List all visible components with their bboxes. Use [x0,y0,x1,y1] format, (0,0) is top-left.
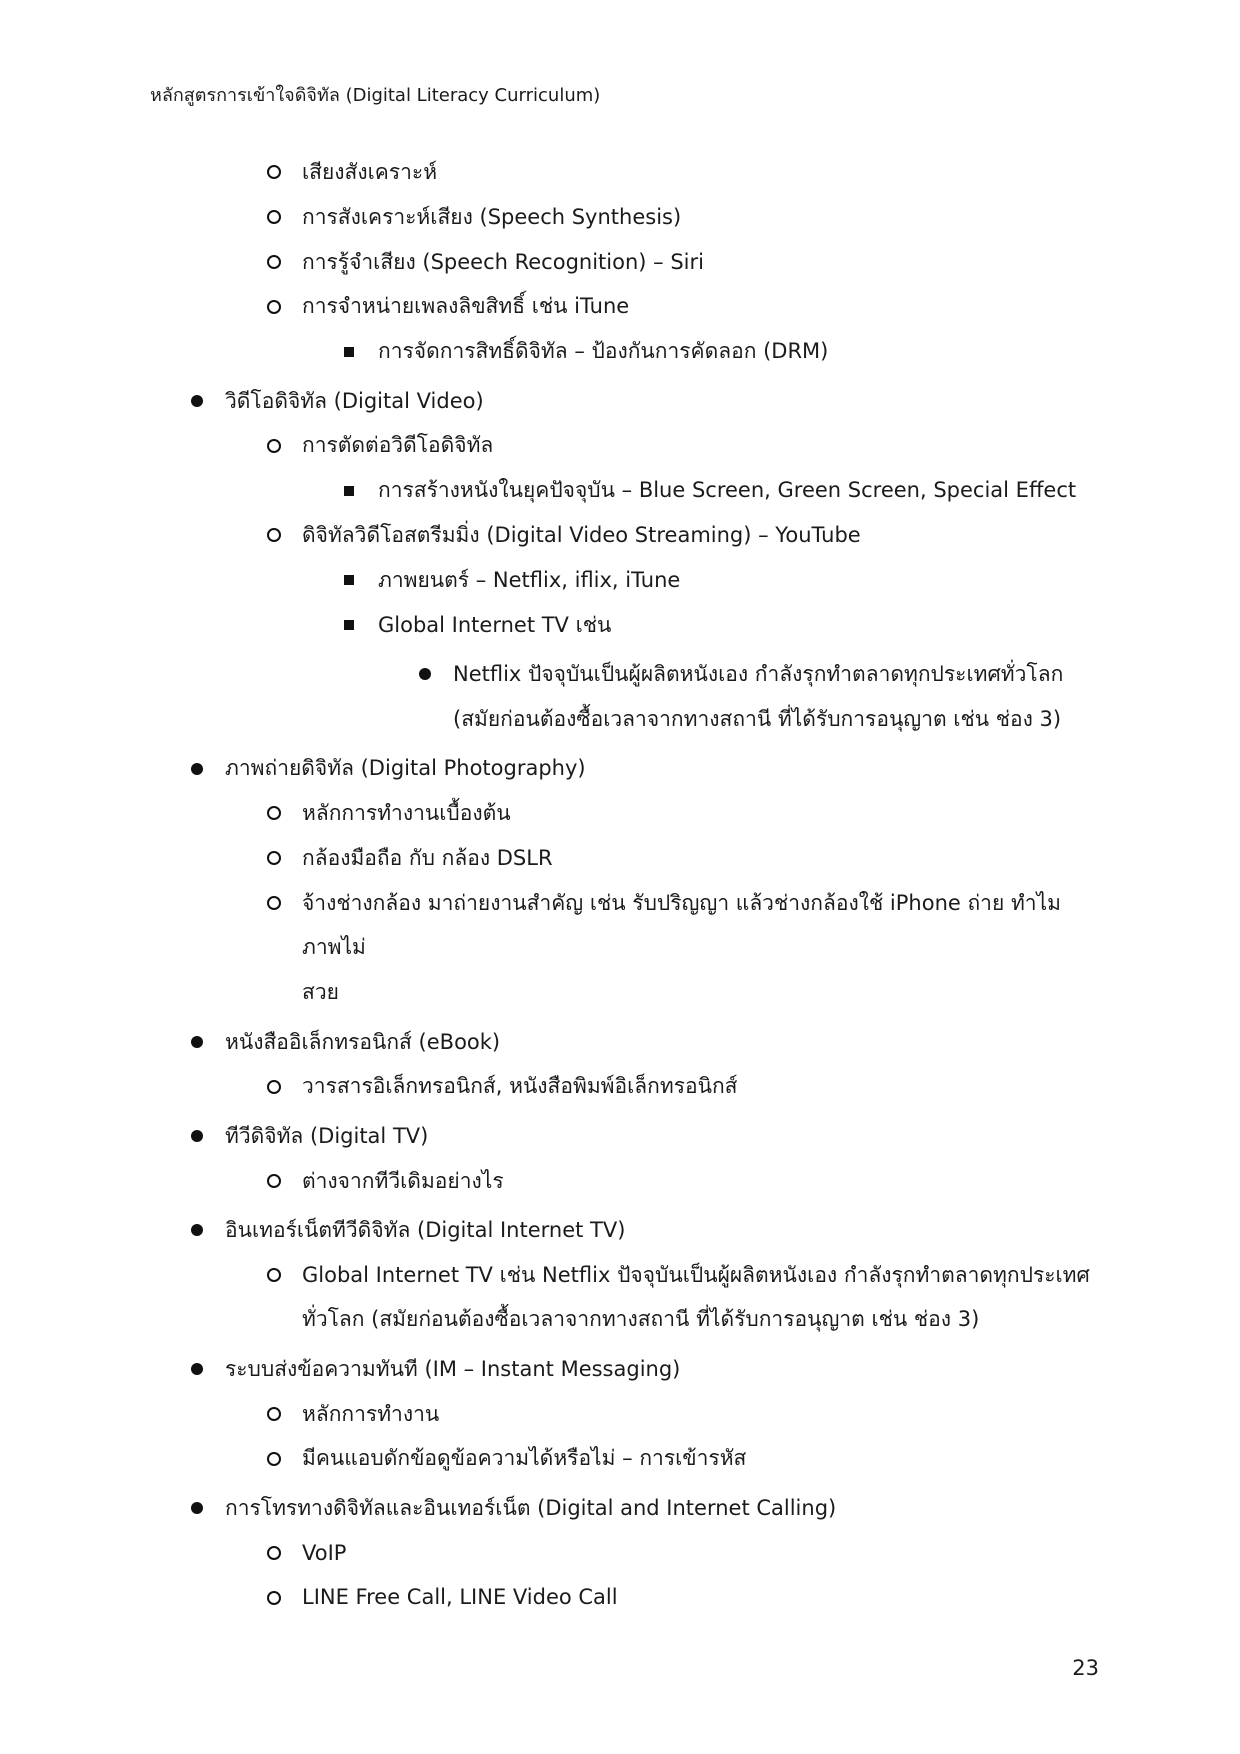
item-text: มีคนแอบดักข้อดูข้อความได้หรือไม่ – การเข้ารหัส [302,1446,747,1471]
item-text: หลักการทำงาน [302,1401,440,1426]
filled-circle-bullet-icon [419,668,431,680]
item-text: การตัดต่อวิดีโอดิจิทัล [302,433,494,458]
hollow-circle-bullet-icon [267,1591,281,1605]
item-text-continuation: สวย [302,980,339,1005]
square-bullet-icon [344,486,354,496]
list-item [0,329,1240,374]
section-title: ระบบส่งข้อความทันที (IM – Instant Messaging) [225,1356,681,1381]
square-bullet-icon [344,575,354,585]
filled-circle-bullet-icon [191,1224,203,1236]
item-text: วารสารอิเล็กทรอนิกส์, หนังสือพิมพ์อิเล็กทรอนิกส์ [302,1074,738,1099]
square-bullet-icon [344,620,354,630]
page-number: 23 [1072,1656,1099,1680]
list-item [0,603,1240,648]
list-item [0,791,1240,836]
list-item [0,836,1240,881]
hollow-circle-bullet-icon [267,255,281,269]
item-text: การสังเคราะห์เสียง (Speech Synthesis) [302,204,682,229]
section-item [0,746,1240,791]
section-item [0,1208,1240,1253]
hollow-circle-bullet-icon [267,439,281,453]
item-text: กล้องมือถือ กับ กล้อง DSLR [302,845,553,870]
content-list [0,150,1240,1620]
item-text: Global Internet TV เช่น [378,612,612,637]
item-text: หลักการทำงานเบื้องต้น [302,800,511,825]
section-item [0,1020,1240,1065]
hollow-circle-bullet-icon [267,1080,281,1094]
hollow-circle-bullet-icon [267,300,281,314]
section-title: ภาพถ่ายดิจิทัล (Digital Photography) [225,756,586,781]
item-text-continuation: ทั่วโลก (สมัยก่อนต้องซื้อเวลาจากทางสถานี ที่ได้รับการอนุญาต เช่น ช่อง 3) [302,1307,980,1332]
section-title: หนังสืออิเล็กทรอนิกส์ (eBook) [225,1029,501,1054]
item-text: VoIP [302,1540,347,1565]
list-item [0,652,1240,742]
list-item [0,881,1240,1015]
list-item [0,150,1240,195]
filled-circle-bullet-icon [191,763,203,775]
section-item [0,379,1240,424]
list-item [0,195,1240,240]
section-title: ทีวีดิจิทัล (Digital TV) [225,1123,429,1148]
filled-circle-bullet-icon [191,1036,203,1048]
section-item [0,1347,1240,1392]
list-item [0,1436,1240,1481]
hollow-circle-bullet-icon [267,1407,281,1421]
hollow-circle-bullet-icon [267,1268,281,1282]
item-text-continuation: (สมัยก่อนต้องซื้อเวลาจากทางสถานี ที่ได้รับการอนุญาต เช่น ช่อง 3) [453,706,1062,731]
hollow-circle-bullet-icon [267,1452,281,1466]
item-text: ภาพยนตร์ – Netflix, iflix, iTune [378,567,681,592]
section-item [0,1114,1240,1159]
hollow-circle-bullet-icon [267,528,281,542]
item-text: จ้างช่างกล้อง มาถ่ายงานสำคัญ เช่น รับปริญญา แล้วช่างกล้องใช้ iPhone ถ่าย ทำไมภาพไม่ [302,890,1061,960]
list-item [0,468,1240,513]
item-text: Netflix ปัจจุบันเป็นผู้ผลิตหนังเอง กำลังรุกทำตลาดทุกประเทศทั่วโลก [453,661,1064,686]
list-item [0,513,1240,558]
list-item [0,1159,1240,1204]
list-item [0,1575,1240,1620]
section-title: อินเทอร์เน็ตทีวีดิจิทัล (Digital Internet TV) [225,1217,626,1242]
hollow-circle-bullet-icon [267,1546,281,1560]
list-item [0,1253,1240,1343]
hollow-circle-bullet-icon [267,1174,281,1188]
list-item [0,284,1240,329]
filled-circle-bullet-icon [191,1130,203,1142]
list-item [0,1064,1240,1109]
filled-circle-bullet-icon [191,395,203,407]
list-item [0,1392,1240,1437]
filled-circle-bullet-icon [191,1502,203,1514]
item-text: LINE Free Call, LINE Video Call [302,1585,618,1610]
item-text: การรู้จำเสียง (Speech Recognition) – Siri [302,249,704,274]
filled-circle-bullet-icon [191,1363,203,1375]
square-bullet-icon [344,347,354,357]
list-item [0,423,1240,468]
list-item [0,558,1240,603]
hollow-circle-bullet-icon [267,210,281,224]
item-text: ต่างจากทีวีเดิมอย่างไร [302,1168,504,1193]
hollow-circle-bullet-icon [267,806,281,820]
hollow-circle-bullet-icon [267,851,281,865]
list-item [0,240,1240,285]
item-text: Global Internet TV เช่น Netflix ปัจจุบันเป็นผู้ผลิตหนังเอง กำลังรุกทำตลาดทุกประเทศ [302,1262,1090,1287]
section-item [0,1486,1240,1531]
section-title: การโทรทางดิจิทัลและอินเทอร์เน็ต (Digital and Internet Calling) [225,1495,837,1520]
item-text: ดิจิทัลวิดีโอสตรีมมิ่ง (Digital Video Streaming) – YouTube [302,522,861,547]
running-header: หลักสูตรการเข้าใจดิจิทัล (Digital Literacy Curriculum) [150,85,601,106]
item-text: การสร้างหนังในยุคปัจจุบัน – Blue Screen, Green Screen, Special Effect [378,478,1077,503]
hollow-circle-bullet-icon [267,165,281,179]
list-item [0,1531,1240,1576]
section-title: วิดีโอดิจิทัล (Digital Video) [225,388,484,413]
hollow-circle-bullet-icon [267,896,281,910]
item-text: เสียงสังเคราะห์ [302,160,438,184]
item-text: การจัดการสิทธิ์ดิจิทัล – ป้องกันการคัดลอก (DRM) [378,339,829,364]
item-text: การจำหน่ายเพลงลิขสิทธิ์ เช่น iTune [302,294,630,319]
